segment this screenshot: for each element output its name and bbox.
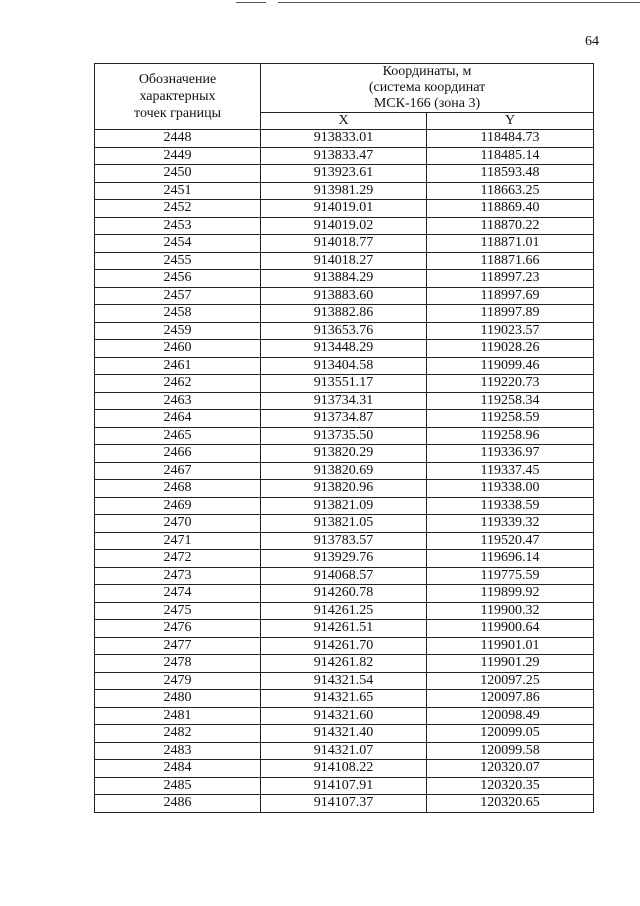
- point-id-cell: 2461: [95, 357, 261, 375]
- point-id-cell: 2462: [95, 375, 261, 393]
- y-coordinate-cell: 120320.35: [427, 777, 594, 795]
- coordinates-table: [94, 63, 594, 813]
- point-id-cell: 2466: [95, 445, 261, 463]
- y-coordinate-cell: 119899.92: [427, 585, 594, 603]
- x-coordinate-cell: 913833.01: [261, 130, 427, 148]
- x-coordinate-cell: 914261.51: [261, 620, 427, 638]
- y-coordinate-cell: 119336.97: [427, 445, 594, 463]
- table-row: [95, 147, 594, 165]
- point-id-cell: 2482: [95, 725, 261, 743]
- point-id-cell: 2470: [95, 515, 261, 533]
- table-row: [95, 497, 594, 515]
- table-row: [95, 200, 594, 218]
- x-coordinate-cell: 914018.27: [261, 252, 427, 270]
- x-coordinate-cell: 913821.09: [261, 497, 427, 515]
- x-coordinate-cell: 913734.87: [261, 410, 427, 428]
- table-row: [95, 410, 594, 428]
- table-row: [95, 620, 594, 638]
- table-row: [95, 375, 594, 393]
- y-coordinate-cell: 119339.32: [427, 515, 594, 533]
- x-coordinate-cell: 914321.54: [261, 672, 427, 690]
- table-row: [95, 182, 594, 200]
- y-coordinate-cell: 119900.64: [427, 620, 594, 638]
- y-coordinate-cell: 119023.57: [427, 322, 594, 340]
- x-coordinate-cell: 913734.31: [261, 392, 427, 410]
- point-id-cell: 2456: [95, 270, 261, 288]
- y-coordinate-cell: 118593.48: [427, 165, 594, 183]
- point-id-cell: 2473: [95, 567, 261, 585]
- y-coordinate-cell: 119696.14: [427, 550, 594, 568]
- x-coordinate-cell: 914108.22: [261, 760, 427, 778]
- y-coordinate-cell: 120098.49: [427, 707, 594, 725]
- point-id-cell: 2451: [95, 182, 261, 200]
- table-row: [95, 392, 594, 410]
- table-row: [95, 427, 594, 445]
- points-column-header: Обозначение характерных точек границы: [95, 64, 261, 130]
- y-coordinate-cell: 118997.89: [427, 305, 594, 323]
- y-coordinate-cell: 119520.47: [427, 532, 594, 550]
- x-coordinate-cell: 914068.57: [261, 567, 427, 585]
- point-id-cell: 2476: [95, 620, 261, 638]
- table-row: [95, 235, 594, 253]
- point-id-cell: 2485: [95, 777, 261, 795]
- point-id-cell: 2454: [95, 235, 261, 253]
- coordinates-column-header: Координаты, м (система координат МСК-166 (зона 3): [261, 64, 594, 113]
- x-coordinate-cell: 913884.29: [261, 270, 427, 288]
- x-coordinate-cell: 913981.29: [261, 182, 427, 200]
- table-row: [95, 462, 594, 480]
- top-scan-rule: [278, 2, 640, 3]
- x-coordinate-cell: 913821.05: [261, 515, 427, 533]
- point-id-cell: 2453: [95, 217, 261, 235]
- table-row: [95, 532, 594, 550]
- top-scan-rule: [236, 2, 266, 3]
- x-coordinate-cell: 913833.47: [261, 147, 427, 165]
- x-coordinate-cell: 914261.25: [261, 602, 427, 620]
- table-header: [95, 64, 594, 130]
- x-coordinate-cell: 914261.70: [261, 637, 427, 655]
- y-coordinate-cell: 119338.00: [427, 480, 594, 498]
- table-row: [95, 602, 594, 620]
- point-id-cell: 2480: [95, 690, 261, 708]
- x-coordinate-cell: 914321.65: [261, 690, 427, 708]
- y-coordinate-cell: 118485.14: [427, 147, 594, 165]
- point-id-cell: 2467: [95, 462, 261, 480]
- x-coordinate-cell: 914261.82: [261, 655, 427, 673]
- y-coordinate-cell: 119901.29: [427, 655, 594, 673]
- x-coordinate-cell: 913783.57: [261, 532, 427, 550]
- page-number: 64: [585, 34, 599, 49]
- x-coordinate-cell: 914107.37: [261, 795, 427, 813]
- table-row: [95, 252, 594, 270]
- point-id-cell: 2481: [95, 707, 261, 725]
- y-coordinate-cell: 119028.26: [427, 340, 594, 358]
- table-row: [95, 480, 594, 498]
- point-id-cell: 2469: [95, 497, 261, 515]
- point-id-cell: 2460: [95, 340, 261, 358]
- table-row: [95, 637, 594, 655]
- table-row: [95, 165, 594, 183]
- table-row: [95, 690, 594, 708]
- table-row: [95, 270, 594, 288]
- point-id-cell: 2478: [95, 655, 261, 673]
- point-id-cell: 2483: [95, 742, 261, 760]
- x-coordinate-cell: 913820.96: [261, 480, 427, 498]
- y-coordinate-cell: 118870.22: [427, 217, 594, 235]
- point-id-cell: 2459: [95, 322, 261, 340]
- y-coordinate-cell: 120097.86: [427, 690, 594, 708]
- y-coordinate-cell: 120099.05: [427, 725, 594, 743]
- y-coordinate-cell: 118997.23: [427, 270, 594, 288]
- table-row: [95, 217, 594, 235]
- table-row: [95, 742, 594, 760]
- y-coordinate-cell: 119900.32: [427, 602, 594, 620]
- x-coordinate-cell: 913653.76: [261, 322, 427, 340]
- point-id-cell: 2450: [95, 165, 261, 183]
- point-id-cell: 2484: [95, 760, 261, 778]
- x-coordinate-cell: 913882.86: [261, 305, 427, 323]
- table-row: [95, 795, 594, 813]
- point-id-cell: 2479: [95, 672, 261, 690]
- x-coordinate-cell: 913883.60: [261, 287, 427, 305]
- table-row: [95, 287, 594, 305]
- y-coordinate-cell: 118871.01: [427, 235, 594, 253]
- table-row: [95, 130, 594, 148]
- y-coordinate-cell: 119220.73: [427, 375, 594, 393]
- point-id-cell: 2464: [95, 410, 261, 428]
- x-coordinate-cell: 914107.91: [261, 777, 427, 795]
- point-id-cell: 2452: [95, 200, 261, 218]
- x-coordinate-cell: 913448.29: [261, 340, 427, 358]
- y-coordinate-cell: 119258.59: [427, 410, 594, 428]
- y-coordinate-cell: 119901.01: [427, 637, 594, 655]
- x-coordinate-cell: 914019.01: [261, 200, 427, 218]
- point-id-cell: 2474: [95, 585, 261, 603]
- x-coordinate-cell: 914260.78: [261, 585, 427, 603]
- x-coordinate-cell: 913923.61: [261, 165, 427, 183]
- x-coordinate-cell: 914321.07: [261, 742, 427, 760]
- point-id-cell: 2455: [95, 252, 261, 270]
- point-id-cell: 2486: [95, 795, 261, 813]
- table-row: [95, 357, 594, 375]
- y-coordinate-cell: 118484.73: [427, 130, 594, 148]
- y-coordinate-cell: 120320.65: [427, 795, 594, 813]
- point-id-cell: 2448: [95, 130, 261, 148]
- x-coordinate-cell: 913551.17: [261, 375, 427, 393]
- table-row: [95, 305, 594, 323]
- y-coordinate-cell: 119258.34: [427, 392, 594, 410]
- y-coordinate-cell: 120320.07: [427, 760, 594, 778]
- point-id-cell: 2477: [95, 637, 261, 655]
- x-coordinate-cell: 913929.76: [261, 550, 427, 568]
- table-row: [95, 515, 594, 533]
- point-id-cell: 2471: [95, 532, 261, 550]
- table-row: [95, 760, 594, 778]
- y-coordinate-cell: 119775.59: [427, 567, 594, 585]
- y-coordinate-cell: 118997.69: [427, 287, 594, 305]
- point-id-cell: 2449: [95, 147, 261, 165]
- x-coordinate-cell: 913404.58: [261, 357, 427, 375]
- table-row: [95, 655, 594, 673]
- y-coordinate-cell: 119338.59: [427, 497, 594, 515]
- x-coordinate-cell: 914321.40: [261, 725, 427, 743]
- table-row: [95, 672, 594, 690]
- y-coordinate-cell: 119337.45: [427, 462, 594, 480]
- y-coordinate-cell: 120099.58: [427, 742, 594, 760]
- y-coordinate-cell: 119258.96: [427, 427, 594, 445]
- x-coordinate-cell: 913820.69: [261, 462, 427, 480]
- table-row: [95, 550, 594, 568]
- point-id-cell: 2475: [95, 602, 261, 620]
- point-id-cell: 2458: [95, 305, 261, 323]
- point-id-cell: 2463: [95, 392, 261, 410]
- x-column-header: X: [261, 113, 427, 130]
- point-id-cell: 2457: [95, 287, 261, 305]
- y-coordinate-cell: 118871.66: [427, 252, 594, 270]
- y-coordinate-cell: 118869.40: [427, 200, 594, 218]
- table-row: [95, 725, 594, 743]
- table-row: [95, 707, 594, 725]
- x-coordinate-cell: 914321.60: [261, 707, 427, 725]
- point-id-cell: 2468: [95, 480, 261, 498]
- table-body: [95, 130, 594, 813]
- x-coordinate-cell: 914019.02: [261, 217, 427, 235]
- point-id-cell: 2472: [95, 550, 261, 568]
- y-column-header: Y: [427, 113, 594, 130]
- point-id-cell: 2465: [95, 427, 261, 445]
- table-row: [95, 340, 594, 358]
- x-coordinate-cell: 914018.77: [261, 235, 427, 253]
- y-coordinate-cell: 120097.25: [427, 672, 594, 690]
- table-row: [95, 585, 594, 603]
- x-coordinate-cell: 913820.29: [261, 445, 427, 463]
- table-row: [95, 567, 594, 585]
- x-coordinate-cell: 913735.50: [261, 427, 427, 445]
- table-row: [95, 777, 594, 795]
- y-coordinate-cell: 118663.25: [427, 182, 594, 200]
- table-row: [95, 445, 594, 463]
- y-coordinate-cell: 119099.46: [427, 357, 594, 375]
- table-row: [95, 322, 594, 340]
